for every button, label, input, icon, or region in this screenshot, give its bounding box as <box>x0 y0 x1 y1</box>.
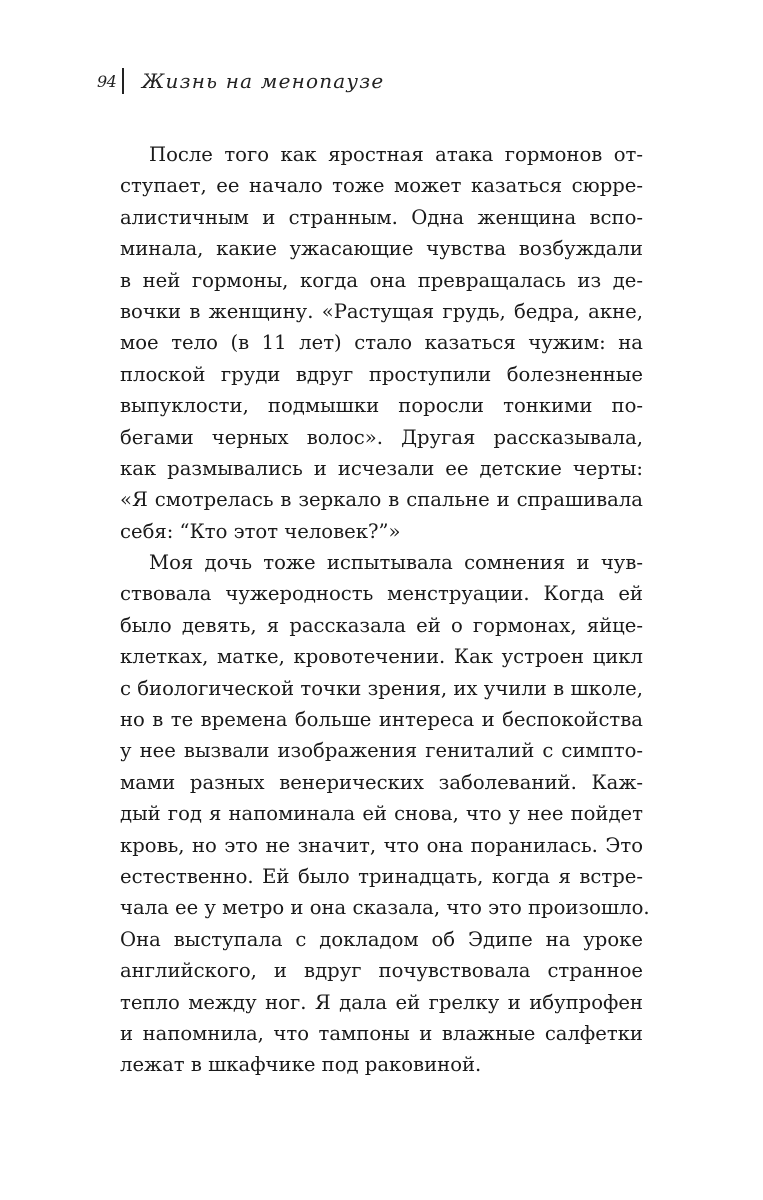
text-line: себя: “Кто этот человек?”» <box>120 519 401 543</box>
page-number: 94 <box>97 71 117 91</box>
text-line: Моя дочь тоже испытывала сомнения и чув- <box>149 551 643 575</box>
text-line: как размывались и исчезали ее детские черты: <box>120 456 643 480</box>
text-line: было девять, я рассказала ей о гормонах, яйце- <box>120 613 643 637</box>
text-line: у нее вызвали изображения гениталий с симпто- <box>120 739 643 763</box>
text-line: английского, и вдруг почувствовала странное <box>120 959 643 983</box>
text-line: Она выступала с докладом об Эдипе на уроке <box>120 927 643 951</box>
text-line: минала, какие ужасающие чувства возбуждали <box>120 237 643 261</box>
text-line: ствовала чужеродность менструации. Когда ей <box>120 582 643 606</box>
running-title: Жизнь на менопаузе <box>141 69 385 93</box>
text-line: мое тело (в 11 лет) стало казаться чужим: на <box>120 331 643 355</box>
paragraph <box>120 547 650 1081</box>
text-line: но в те времена больше интереса и беспокойства <box>120 708 643 732</box>
text-line: в ней гормоны, когда она превращалась из де- <box>120 268 643 292</box>
text-line: бегами черных волос». Другая рассказывала, <box>120 425 643 449</box>
text-line: тепло между ног. Я дала ей грелку и ибупрофен <box>120 990 643 1014</box>
text-line: и напомнила, что тампоны и влажные салфетки <box>120 1021 643 1045</box>
text-line: «Я смотрелась в зеркало в спальне и спрашивала <box>120 488 643 512</box>
text-line: плоской груди вдруг проступили болезненные <box>120 362 643 386</box>
header-divider <box>122 68 124 94</box>
text-line: чала ее у метро и она сказала, что это произошло. <box>120 896 650 920</box>
paragraph <box>120 139 643 547</box>
text-line: выпуклости, подмышки поросли тонкими по- <box>120 394 643 418</box>
text-line: естественно. Ей было тринадцать, когда я встре- <box>120 864 643 888</box>
text-line: мами разных венерических заболеваний. Каж- <box>120 770 643 794</box>
text-line: дый год я напоминала ей снова, что у нее пойдет <box>120 802 643 826</box>
text-line: ступает, ее начало тоже может казаться сюрре- <box>120 174 643 198</box>
text-line: кровь, но это не значит, что она поранилась. Это <box>120 833 643 857</box>
text-line: с биологической точки зрения, их учили в школе, <box>120 676 643 700</box>
text-line: лежат в шкафчике под раковиной. <box>120 1053 482 1077</box>
text-line: клетках, матке, кровотечении. Как устроен цикл <box>120 645 643 669</box>
text-line: алистичным и странным. Одна женщина вспо- <box>120 205 643 229</box>
running-header <box>97 66 384 96</box>
body-text <box>120 139 650 1081</box>
text-line: вочки в женщину. «Растущая грудь, бедра, акне, <box>120 299 643 323</box>
text-line: После того как яростная атака гормонов от- <box>149 143 643 166</box>
